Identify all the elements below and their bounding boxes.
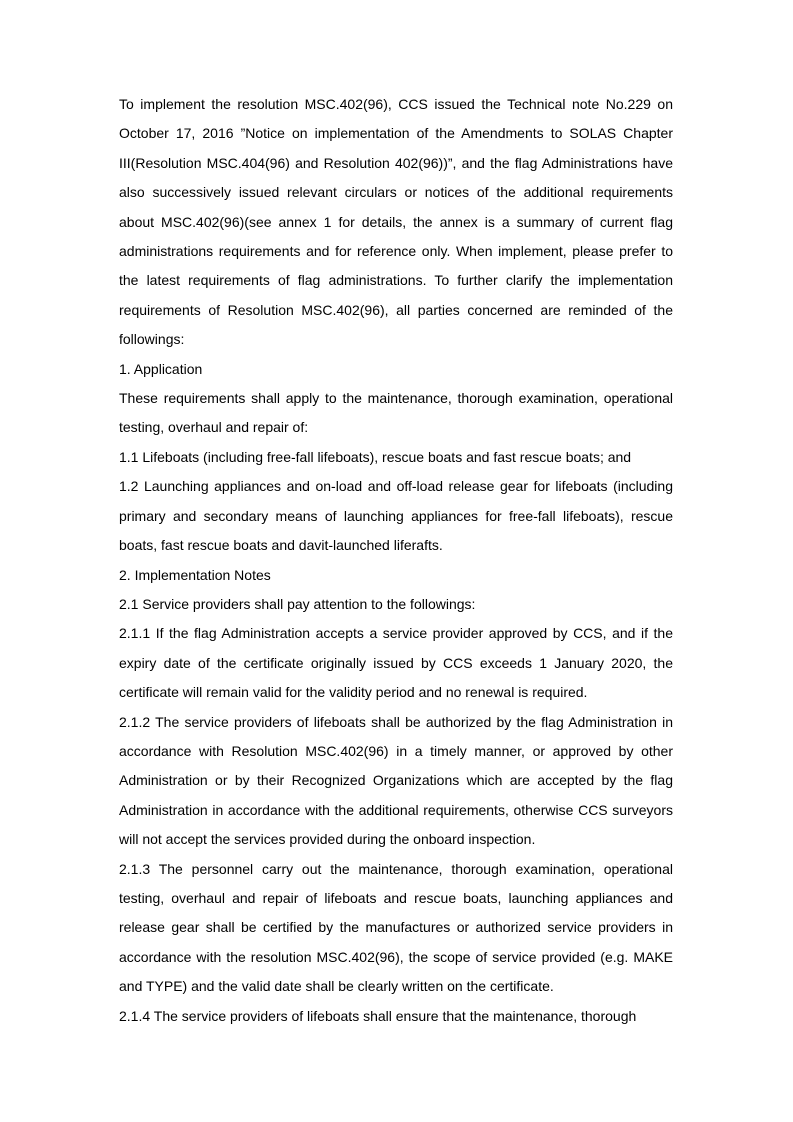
clause-1-1: 1.1 Lifeboats (including free-fall lifeboats), rescue boats and fast rescue boats; and [119, 448, 632, 465]
clause-2-1-1: 2.1.1 If the flag Administration accepts a service provider approved by CCS, and if the expiry date of the certificate originally issued by CCS exceeds 1 January 2020, the certificate will remain valid for the validity period and no renewal is required. [119, 625, 673, 701]
section-heading-application: 1. Application [119, 360, 203, 377]
clause-2-1-2: 2.1.2 The service providers of lifeboats shall be authorized by the flag Administration in accordance with Resolution MSC.402(96) in a timely manner, or approved by other Administration or by their Recognized Organizations which are accepted by the flag Administration in accordance with the additional requirements, otherwise CCS surveyors will not accept the services provided during the onboard inspection. [119, 713, 673, 848]
clause-2-1: 2.1 Service providers shall pay attention to the followings: [119, 595, 476, 612]
application-paragraph: These requirements shall apply to the maintenance, thorough examination, operational testing, overhaul and repair of: [119, 390, 673, 436]
clause-1-2: 1.2 Launching appliances and on-load and off-load release gear for lifeboats (including primary and secondary means of launching appliances for free-fall lifeboats), rescue boats, fast rescue boats and davit-launched liferafts. [119, 478, 673, 554]
intro-paragraph: To implement the resolution MSC.402(96), CCS issued the Technical note No.229 on October 17, 2016 ”Notice on implementation of the Amendments to SOLAS Chapter III(Resolution MSC.404(96) and Resolution 402(96))”, and the flag Administrations have also successively issued relevant circulars or notices of the additional requirements about MSC.402(96)(see annex 1 for details, the annex is a summary of current flag administrations requirements and for reference only. When implement, please prefer to the latest requirements of flag administrations. To further clarify the implementation requirements of Resolution MSC.402(96), all parties concerned are reminded of the followings: [119, 96, 673, 348]
clause-2-1-4: 2.1.4 The service providers of lifeboats shall ensure that the maintenance, thorough [119, 1007, 637, 1024]
clause-2-1-3: 2.1.3 The personnel carry out the maintenance, thorough examination, operational testing, overhaul and repair of lifeboats and rescue boats, launching appliances and release gear shall be certified by the manufactures or authorized service providers in accordance with the resolution MSC.402(96), the scope of service provided (e.g. MAKE and TYPE) and the valid date shall be clearly written on the certificate. [119, 860, 673, 995]
section-heading-implementation-notes: 2. Implementation Notes [119, 566, 271, 583]
document-body [119, 90, 673, 1031]
